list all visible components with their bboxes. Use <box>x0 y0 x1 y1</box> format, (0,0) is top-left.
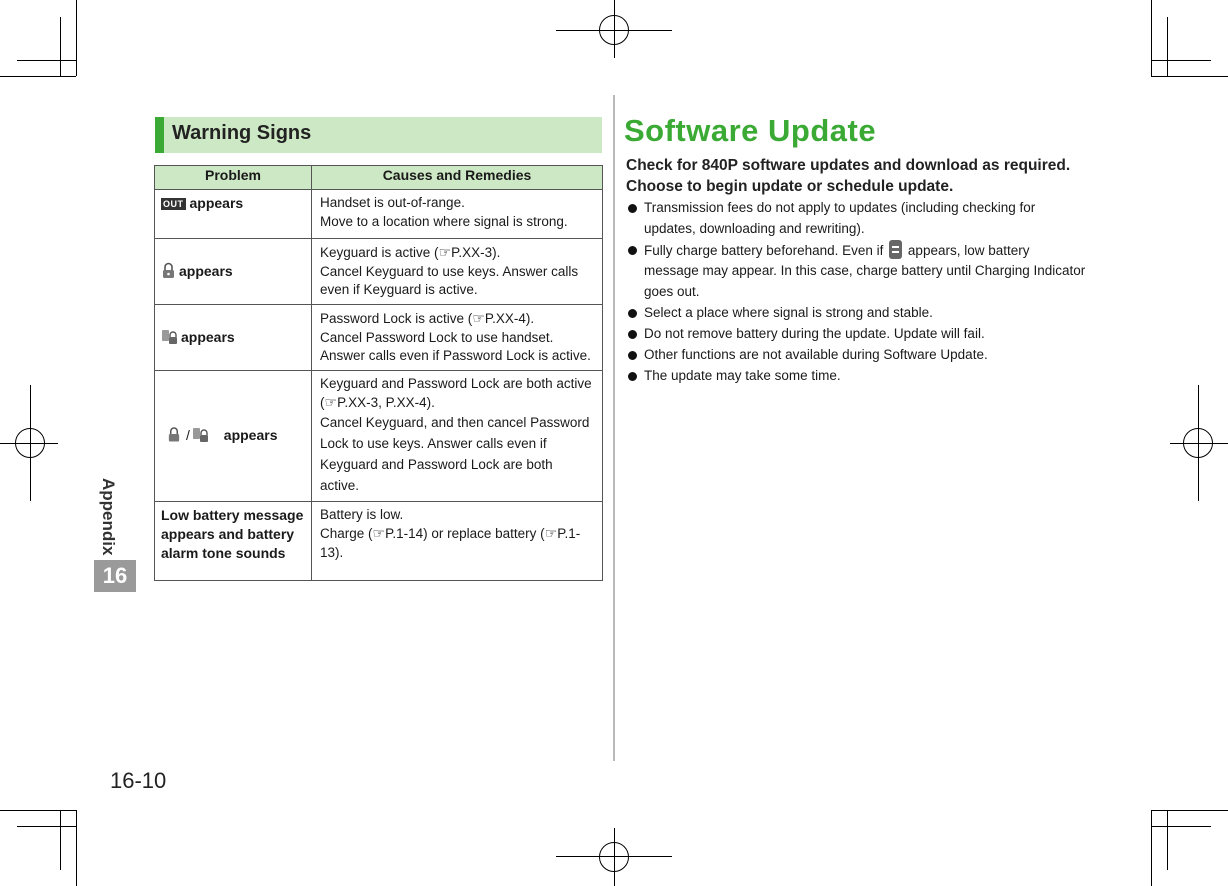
warning-signs-table <box>154 165 603 581</box>
password-lock-icon <box>161 328 178 345</box>
problem-text: appears <box>181 328 235 345</box>
out-of-range-icon: OUT <box>163 199 184 209</box>
section-title: Warning Signs <box>172 122 312 144</box>
pointing-hand-icon: ☞ <box>372 525 386 542</box>
remedy-text: Password Lock is active ( <box>320 310 473 326</box>
intro-line: Choose to begin update or schedule update. <box>626 178 954 195</box>
remedy-text: Move to a location where signal is strong. <box>320 213 568 229</box>
problem-text: appears <box>223 427 278 444</box>
remedy-text: Battery is low. <box>320 506 404 522</box>
problem-text: appears <box>189 195 244 211</box>
remedy-text: Keyguard is active ( <box>320 245 439 260</box>
pointing-hand-icon: ☞ <box>324 394 338 411</box>
intro-line: Check for 840P software updates and download as required. <box>626 157 1071 174</box>
password-lock-icon <box>192 426 209 443</box>
intro-text <box>626 155 1070 197</box>
pointing-hand-icon: ☞ <box>544 525 558 542</box>
pointing-hand-icon: ☞ <box>438 244 452 260</box>
page-reference: P.XX-3, P.XX-4). <box>337 395 435 411</box>
page-reference: P.XX-4). <box>484 310 535 326</box>
warning-signs-header <box>155 117 602 153</box>
list-item: Fully charge battery beforehand. Even if appears, low battery message may appear. In this case, charge battery until Charging Indicator goes out. <box>626 240 1086 303</box>
problem-text: appears <box>179 262 233 279</box>
remedy-text: Cancel Keyguard, and then cancel Password Lock to use keys. Answer calls even if Keyguard and Password Lock are both active. <box>320 415 590 493</box>
list-item: Other functions are not available during Software Update. <box>626 345 1086 366</box>
page-reference: P.1-14) or replace battery ( <box>385 526 545 542</box>
page-title: Software Update <box>624 113 877 148</box>
column-header-problem: Problem <box>155 166 312 190</box>
remedy-text: Cancel Keyguard to use keys. Answer calls even if Keyguard is active. <box>320 263 579 298</box>
column-divider <box>613 95 615 761</box>
remedy-text: Keyguard and Password Lock are both active <box>320 375 592 391</box>
battery-icon <box>889 240 902 259</box>
list-item: Select a place where signal is strong and stable. <box>626 303 1086 324</box>
remedy-text: Charge ( <box>320 526 373 542</box>
slash-separator: / <box>186 427 190 444</box>
remedy-text: Handset is out-of-range. <box>320 195 465 210</box>
table-row <box>155 304 603 370</box>
problem-text: Low battery message appears and battery alarm tone sounds <box>155 501 312 580</box>
side-tab-number: 16 <box>94 560 136 592</box>
column-header-causes: Causes and Remedies <box>312 166 603 190</box>
table-row <box>155 190 603 239</box>
bullet-list <box>626 198 1086 387</box>
table-row: / appears Keyguard and Password Lock are both active (☞P.XX-3, P.XX-4). Cancel Keyguard, and then cancel Password Lock to use keys. Answer calls even if Keyguard and Password Lock are both active. <box>155 370 603 501</box>
table-row <box>155 239 603 305</box>
side-tab-label: Appendix <box>99 478 118 556</box>
page-number: 16-10 <box>110 768 167 793</box>
keyguard-lock-icon <box>161 262 176 279</box>
remedy-text: Cancel Password Lock to use handset. Answer calls even if Password Lock is active. <box>320 329 591 364</box>
list-item: Do not remove battery during the update. Update will fail. <box>626 324 1086 345</box>
page-reference: P.1-13). <box>320 526 581 560</box>
table-row <box>155 501 603 580</box>
keyguard-lock-icon <box>167 426 181 443</box>
page-reference: P.XX-3). <box>451 245 501 260</box>
list-item: The update may take some time. <box>626 366 1086 387</box>
pointing-hand-icon: ☞ <box>472 309 485 326</box>
list-item: Transmission fees do not apply to updates (including checking for updates, downloading and rewriting). <box>626 198 1086 239</box>
